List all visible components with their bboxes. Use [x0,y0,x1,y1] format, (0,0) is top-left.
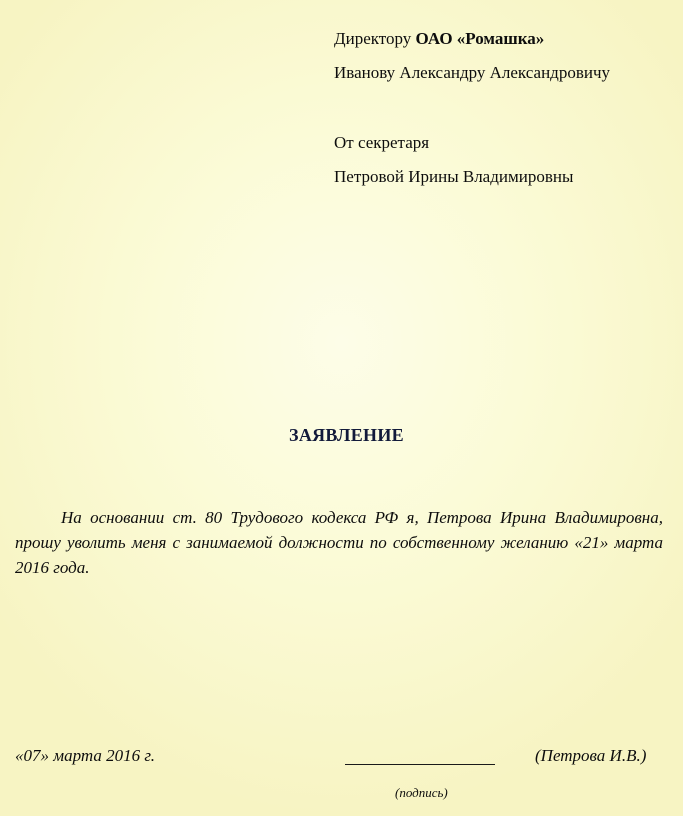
director-name: Иванову Александру Александровичу [334,63,610,82]
document-title: ЗАЯВЛЕНИЕ [289,425,404,445]
addressee-block [334,22,679,194]
director-prefix: Директору [334,29,412,48]
signer-name: (Петрова И.В.) [535,746,647,765]
director-line [334,22,679,56]
addressee-spacer [334,90,679,126]
signature-line [345,764,495,765]
sender-label: От секретаря [334,133,430,152]
sender-name: Петровой Ирины Владимировны [334,167,574,186]
signature-caption: (подпись) [395,785,448,800]
document-date: «07» марта 2016 г. [15,746,156,765]
document-body: На основании ст. 80 Трудового кодекса РФ я, Петрова Ирина Владимировна, прошу уволить меня с занимаемой должности по собственному желанию «21» марта 2016 года. [15,508,663,577]
company-name: ОАО «Ромашка» [415,29,545,48]
